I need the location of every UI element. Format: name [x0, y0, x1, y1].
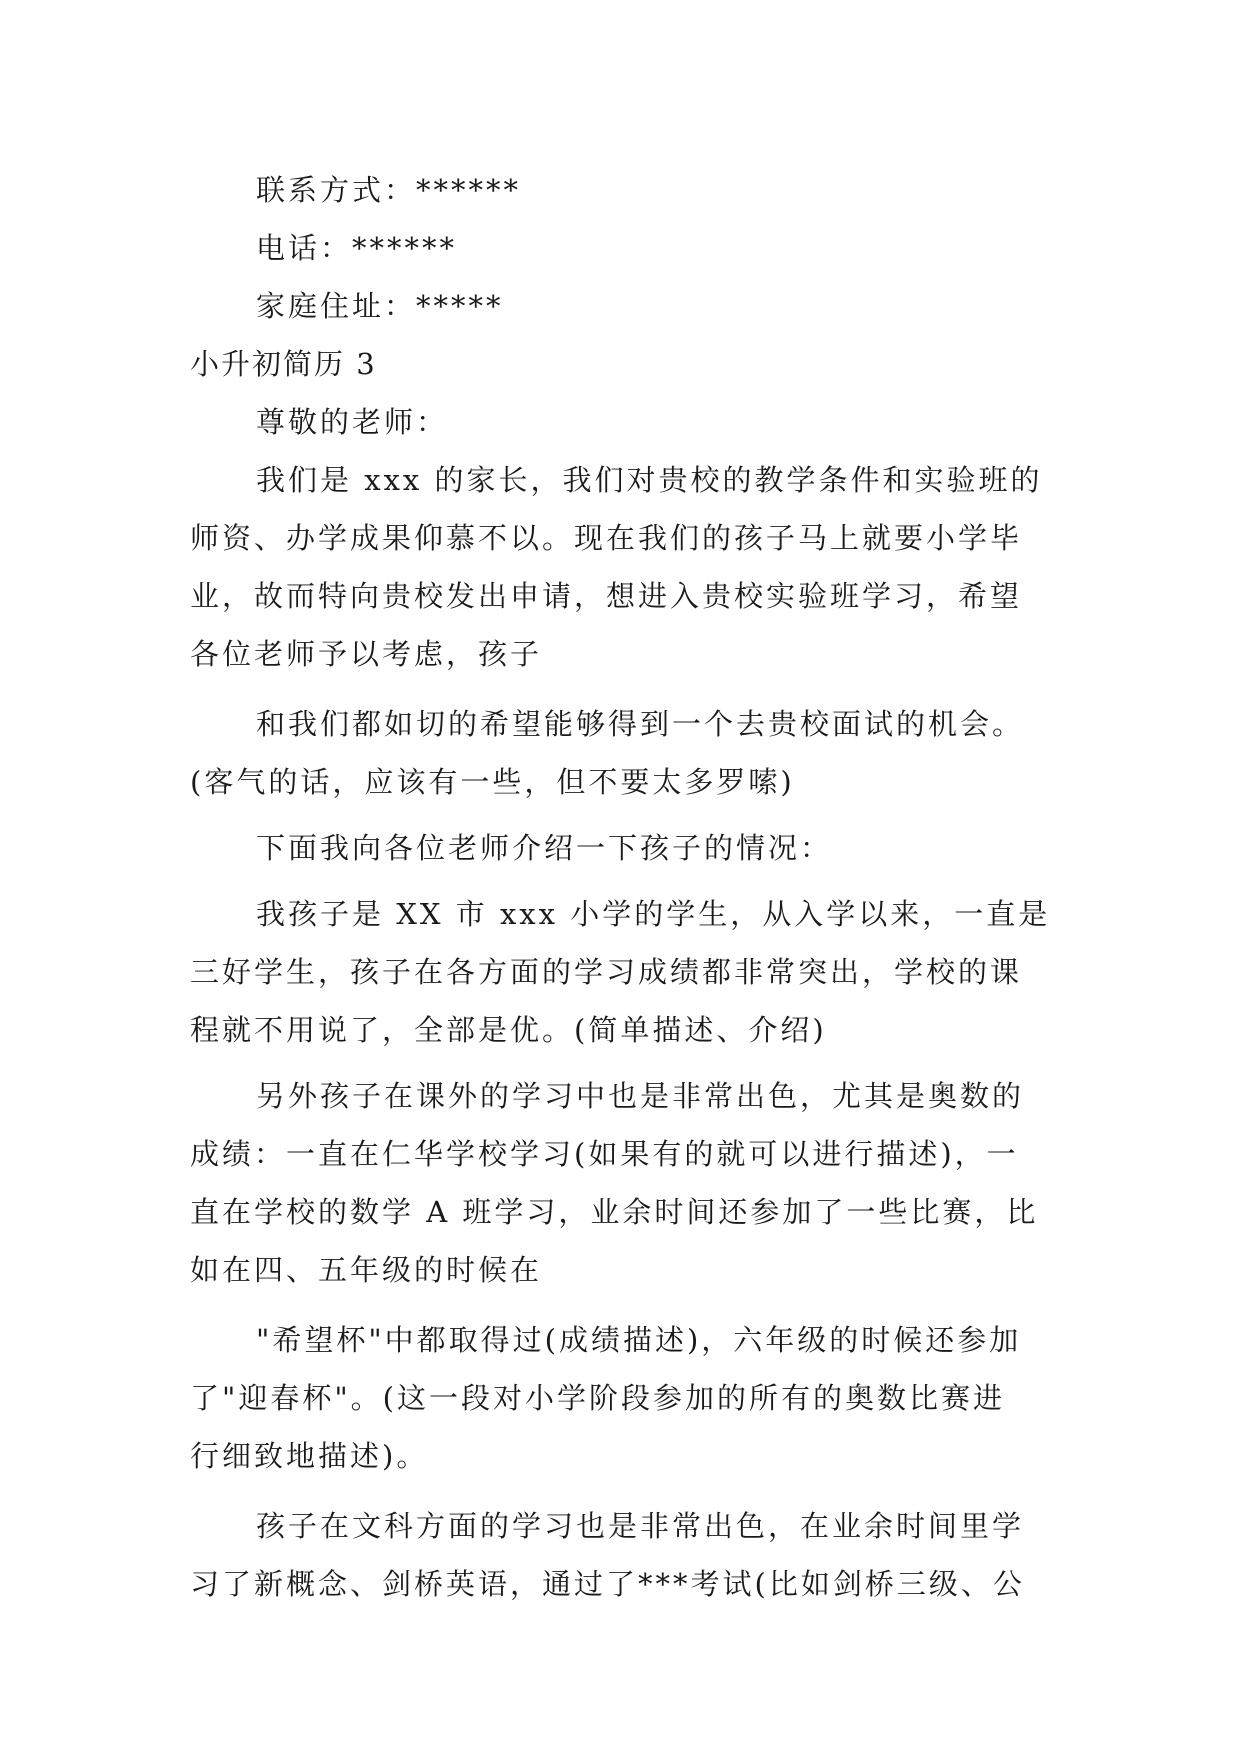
document-body: [190, 161, 1060, 1613]
paragraph-line: 各位老师予以考虑，孩子: [190, 637, 543, 671]
contact-method: 联系方式：******: [256, 173, 522, 207]
paragraph-line: 业，故而特向贵校发出申请，想进入贵校实验班学习，希望: [190, 579, 1023, 613]
paragraph-line: 和我们都如切的希望能够得到一个去贵校面试的机会。: [256, 707, 1025, 741]
paragraph-school: [190, 885, 1060, 1059]
contact-phone: 电话：******: [256, 231, 458, 265]
paragraph-line: 孩子在文科方面的学习也是非常出色，在业余时间里学: [256, 1509, 1025, 1543]
paragraph-introduce: [190, 819, 1060, 877]
paragraph-line: 我们是 xxx 的家长，我们对贵校的教学条件和实验班的: [256, 463, 1043, 497]
paragraph-line: 如在四、五年级的时候在: [190, 1253, 543, 1287]
paragraph-line: "希望杯"中都取得过(成绩描述)，六年级的时候还参加: [256, 1323, 1022, 1357]
contact-address: 家庭住址：*****: [256, 289, 504, 323]
section-heading: 小升初简历 3: [190, 347, 377, 381]
greeting: 尊敬的老师：: [256, 405, 449, 439]
paragraph-line: 师资、办学成果仰慕不以。现在我们的孩子马上就要小学毕: [190, 521, 1023, 555]
paragraph-line: 程就不用说了，全部是优。(简单描述、介绍): [190, 1013, 827, 1047]
paragraph-line: 我孩子是 XX 市 xxx 小学的学生，从入学以来，一直是: [256, 897, 1051, 931]
paragraph-line: 下面我向各位老师介绍一下孩子的情况：: [256, 831, 833, 865]
paragraph-intro: [190, 451, 1060, 683]
paragraph-hope: [190, 695, 1060, 811]
paragraph-line: 直在学校的数学 A 班学习，业余时间还参加了一些比赛，比: [190, 1195, 1039, 1229]
paragraph-competitions: [190, 1311, 1060, 1485]
paragraph-line: 了"迎春杯"。(这一段对小学阶段参加的所有的奥数比赛进: [190, 1381, 1005, 1415]
paragraph-liberal-arts: [190, 1497, 1060, 1613]
paragraph-line: (客气的话，应该有一些，但不要太多罗嗦): [190, 765, 795, 799]
paragraph-line: 习了新概念、剑桥英语，通过了***考试(比如剑桥三级、公: [190, 1567, 1025, 1601]
paragraph-line: 行细致地描述)。: [190, 1439, 429, 1473]
paragraph-line: 三好学生，孩子在各方面的学习成绩都非常突出，学校的课: [190, 955, 1023, 989]
paragraph-line: 成绩：一直在仁华学校学习(如果有的就可以进行描述)，一: [190, 1137, 1019, 1171]
paragraph-line: 另外孩子在课外的学习中也是非常出色，尤其是奥数的: [256, 1079, 1025, 1113]
paragraph-math: [190, 1067, 1060, 1299]
